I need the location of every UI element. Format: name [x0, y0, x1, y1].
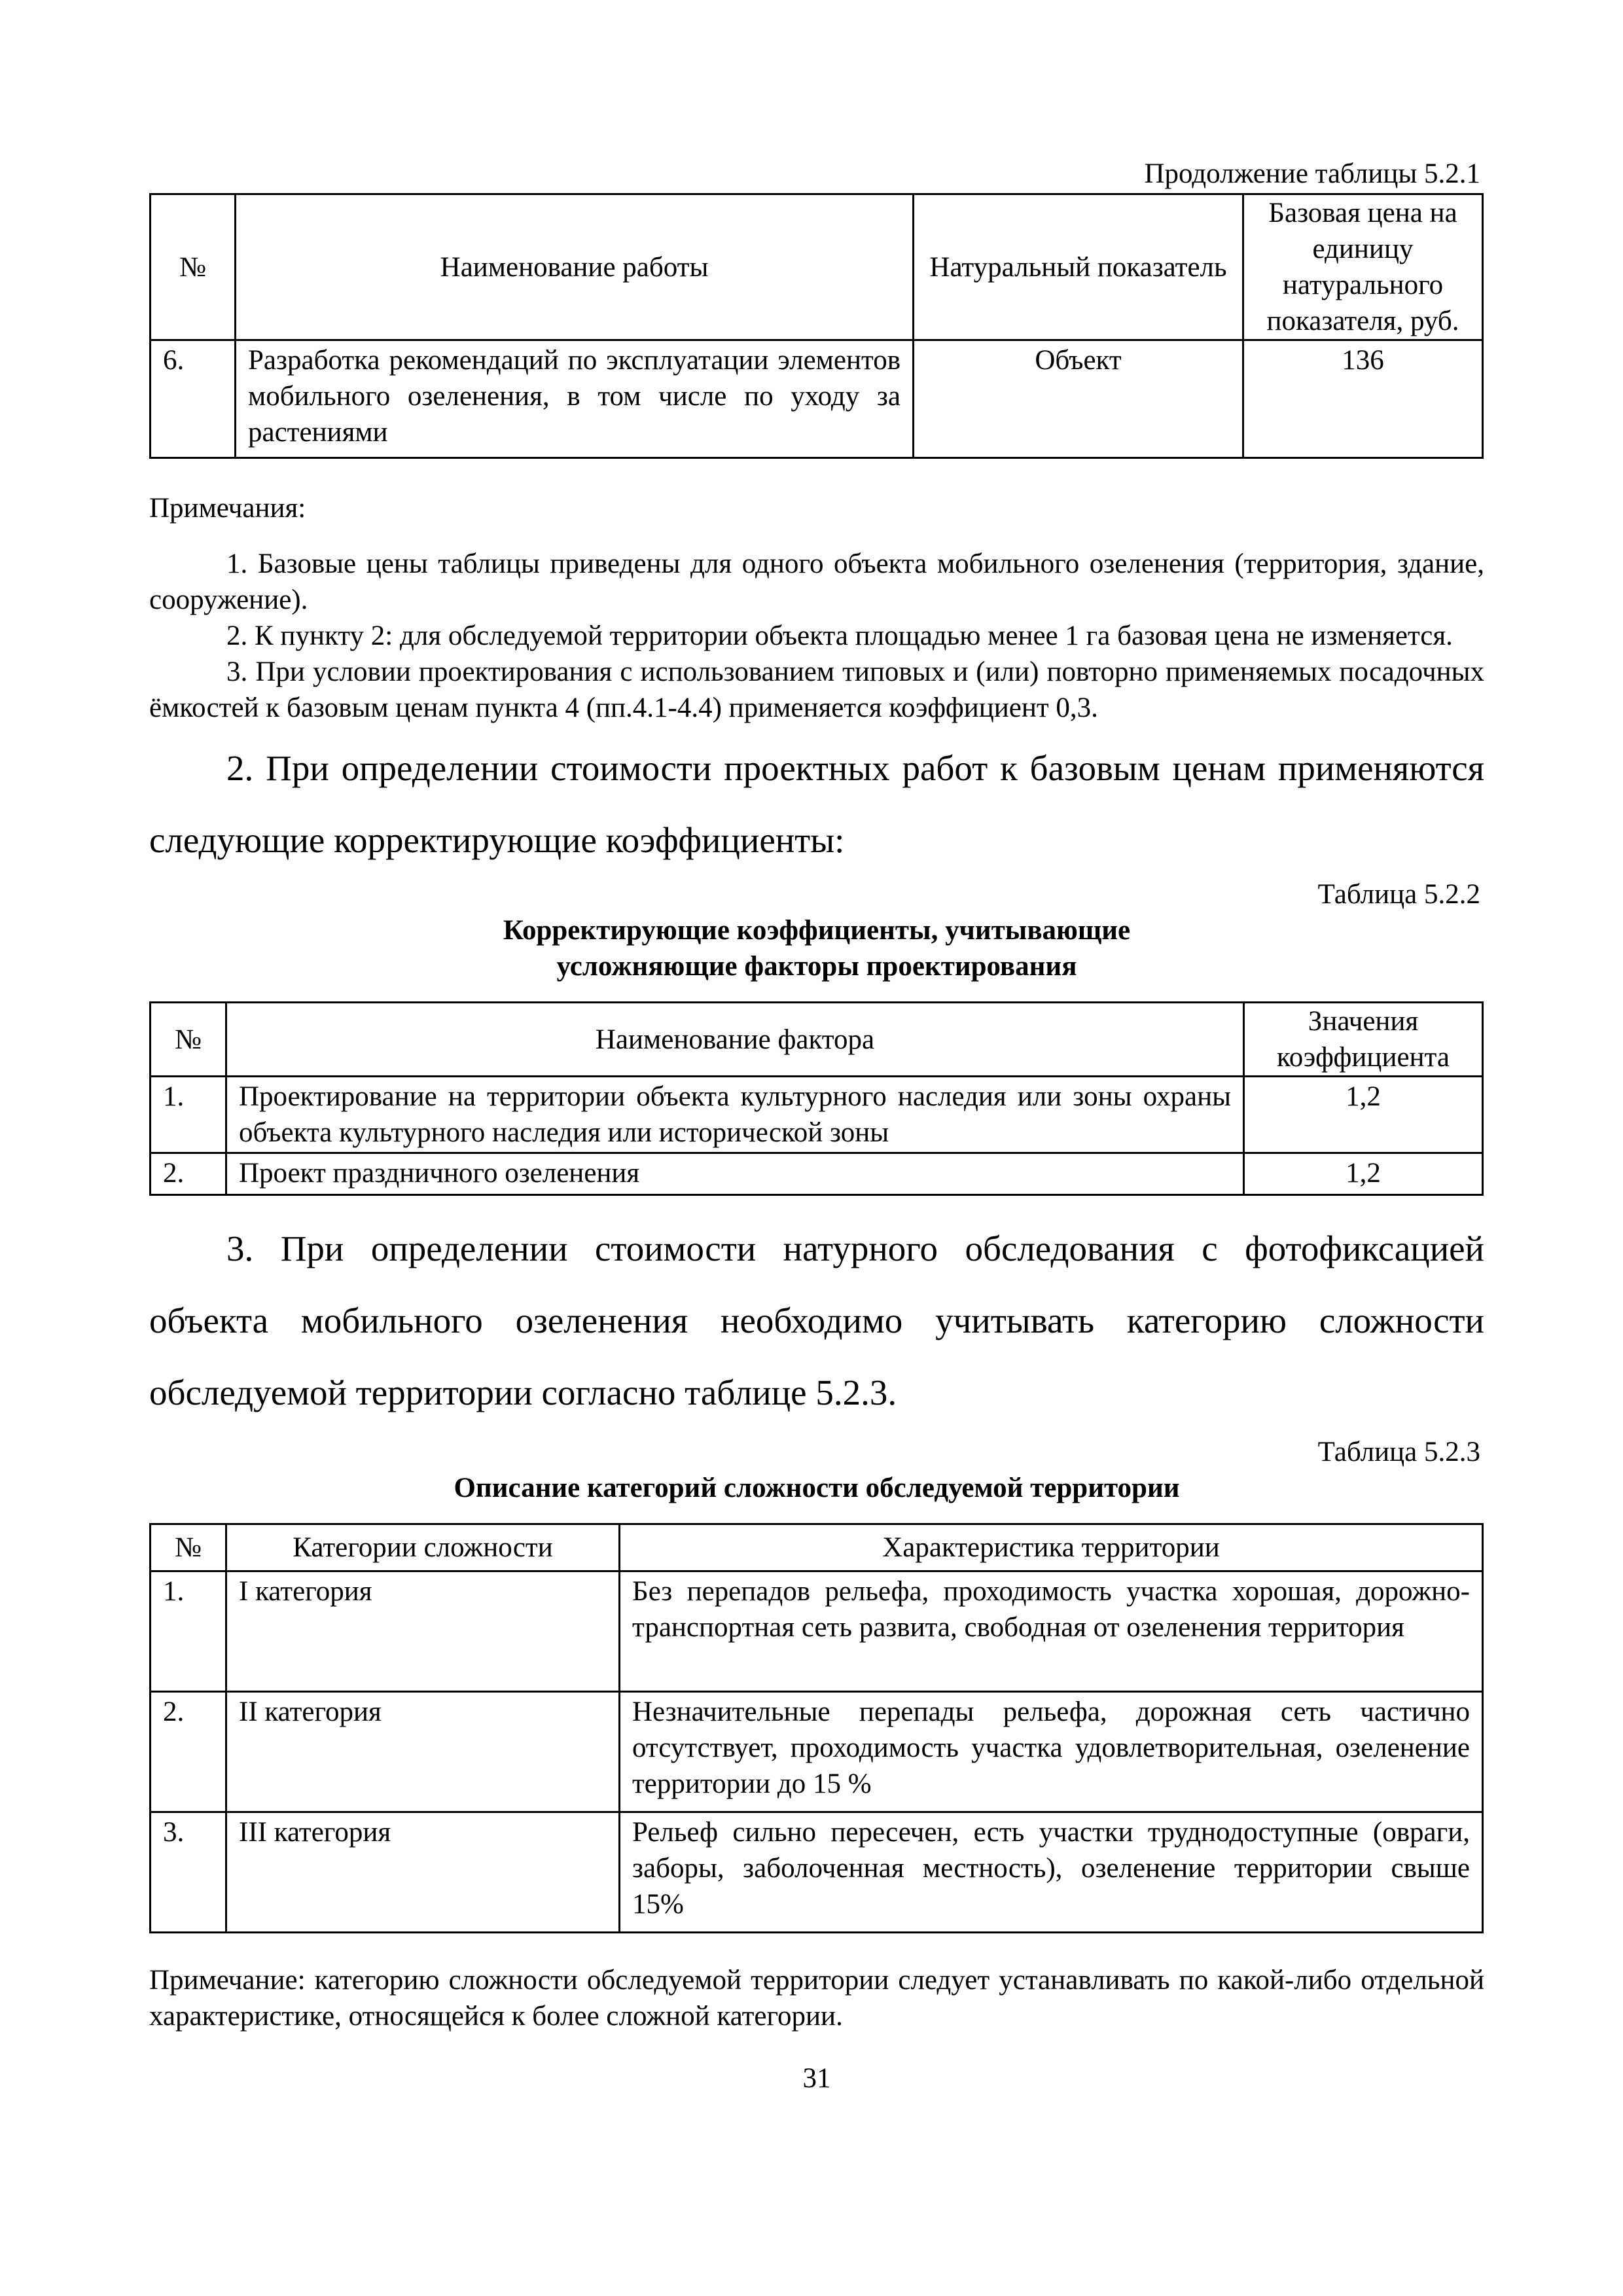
table-row	[151, 340, 1483, 458]
cell-price: 136	[1243, 340, 1483, 458]
paragraph-3: 3. При определении стоимости натурного обследования с фотофиксацией объекта мобильного озеленения необходимо учитывать категорию сложности обследуемой территории согласно таблице 5.2.3.	[149, 1229, 1484, 1412]
header-num: №	[151, 194, 236, 340]
table2-title-line2: усложняющие факторы проектирования	[556, 951, 1077, 982]
cell-num: 3.	[151, 1812, 226, 1933]
cell-unit: Объект	[914, 340, 1243, 458]
cell-num: 2.	[151, 1153, 226, 1195]
paragraph-2: 2. При определении стоимости проектных работ к базовым ценам применяются следующие корректирующие коэффициенты:	[149, 748, 1484, 860]
header-unit: Натуральный показатель	[914, 194, 1243, 340]
table-header-row	[151, 1524, 1483, 1571]
note-item: 3. При условии проектирования с использованием типовых и (или) повторно применяемых посадочных ёмкостей к базовым ценам пункта 4 (пп.4.1-4.4) применяется коэффициент 0,3.	[149, 656, 1484, 723]
table-5-2-3	[149, 1523, 1484, 1933]
cell-num: 1.	[151, 1571, 226, 1692]
cell-num: 1.	[151, 1077, 226, 1153]
table-row	[151, 1571, 1483, 1692]
table-row	[151, 1812, 1483, 1933]
table3-title: Описание категорий сложности обследуемой территории	[454, 1473, 1180, 1503]
header-num: №	[151, 1003, 226, 1077]
header-num: №	[151, 1524, 226, 1571]
table1-continuation-label: Продолжение таблицы 5.2.1	[1144, 158, 1480, 189]
header-name: Наименование работы	[236, 194, 914, 340]
table-row	[151, 1077, 1483, 1153]
final-note: Примечание: категорию сложности обследуемой территории следует устанавливать по какой-либо отдельной характеристике, относящейся к более сложной категории.	[149, 1965, 1484, 2032]
header-price: Базовая цена на единицу натурального показателя, руб.	[1243, 194, 1483, 340]
header-factor: Наименование фактора	[226, 1003, 1244, 1077]
table2-title	[149, 912, 1484, 984]
cell-name: Разработка рекомендаций по эксплуатации элементов мобильного озеленения, в том числе по уходу за растениями	[236, 340, 914, 458]
notes-block	[149, 490, 1484, 726]
table-header-row	[151, 194, 1483, 340]
cell-factor: Проектирование на территории объекта культурного наследия или зоны охраны объекта культурного наследия или исторической зоны	[226, 1077, 1244, 1153]
cell-category: II категория	[226, 1692, 620, 1812]
table-row	[151, 1692, 1483, 1812]
note-item: 2. К пункту 2: для обследуемой территории объекта площадью менее 1 га базовая цена не изменяется.	[226, 620, 1453, 651]
table-header-row	[151, 1003, 1483, 1077]
header-value: Значения коэффициента	[1244, 1003, 1483, 1077]
page-number: 31	[802, 2063, 831, 2094]
cell-factor: Проект праздничного озеленения	[226, 1153, 1244, 1195]
notes-title: Примечания:	[149, 493, 306, 524]
header-category: Категории сложности	[226, 1524, 620, 1571]
cell-value: 1,2	[1244, 1153, 1483, 1195]
cell-category: I категория	[226, 1571, 620, 1692]
table2-label: Таблица 5.2.2	[1317, 879, 1480, 910]
cell-num: 6.	[151, 340, 236, 458]
cell-category: III категория	[226, 1812, 620, 1933]
table-5-2-1	[149, 193, 1484, 459]
table-5-2-2	[149, 1001, 1484, 1196]
cell-characteristic: Рельеф сильно пересечен, есть участки труднодоступные (овраги, заборы, заболоченная местность), озеленение территории свыше 15%	[620, 1812, 1483, 1933]
table-row	[151, 1153, 1483, 1195]
cell-value: 1,2	[1244, 1077, 1483, 1153]
table3-label: Таблица 5.2.3	[1317, 1437, 1480, 1467]
cell-characteristic: Без перепадов рельефа, проходимость участка хорошая, дорожно-транспортная сеть развита, свободная от озеленения территория	[620, 1571, 1483, 1692]
document-page	[149, 0, 1484, 2096]
cell-num: 2.	[151, 1692, 226, 1812]
note-item: 1. Базовые цены таблицы приведены для одного объекта мобильного озеленения (территория, здание, сооружение).	[149, 548, 1484, 615]
table2-title-line1: Корректирующие коэффициенты, учитывающие	[503, 915, 1131, 946]
header-characteristic: Характеристика территории	[620, 1524, 1483, 1571]
cell-characteristic: Незначительные перепады рельефа, дорожная сеть частично отсутствует, проходимость участка удовлетворительная, озеленение территории до 15 %	[620, 1692, 1483, 1812]
